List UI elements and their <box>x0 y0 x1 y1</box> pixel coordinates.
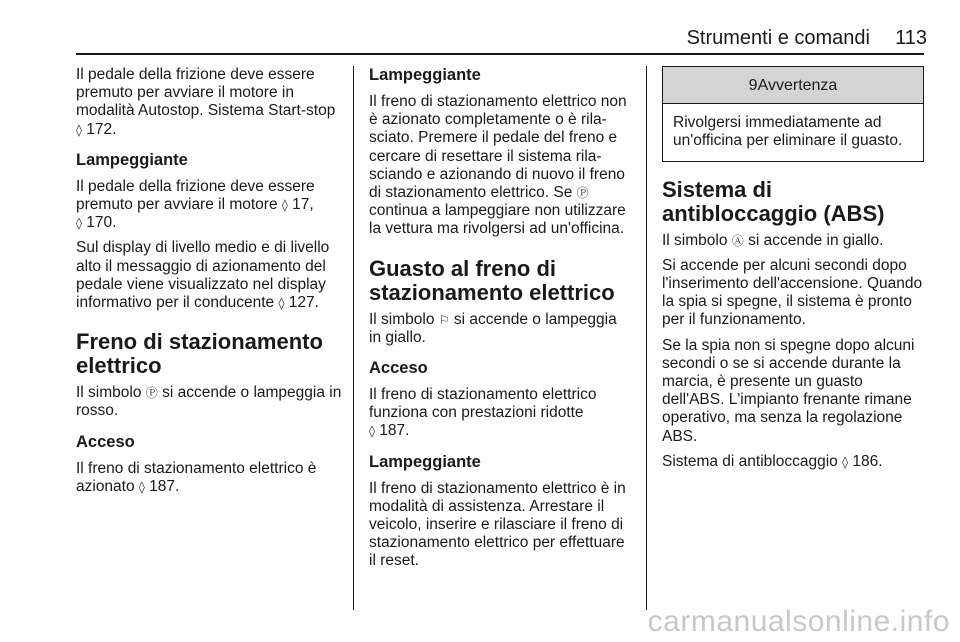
paragraph: Il freno di stazionamento elettrico non è azionato completamente o è rila-sciato. Premere il pedale del freno e cercare di resettare il sistema rila-sciando e azionando di nuovo il freno di stazionamento elettrico. Se Ⓟ continua a lampeggiare non utilizzare la vettura ma rivolgersi ad un'officina. <box>369 93 627 238</box>
parking-brake-icon: Ⓟ <box>576 186 589 201</box>
header-rule <box>76 53 924 55</box>
section-heading: Acceso <box>369 359 428 378</box>
paragraph: Sul display di livello medio e di livello alto il messaggio di azionamento del pedale viene visualizzato nel display informativo per il conducente ◊ 127. <box>76 239 330 312</box>
section-heading: Lampeggiante <box>76 150 188 169</box>
paragraph: Il simbolo ⚐ si accende o lampeggia in giallo. <box>369 310 617 346</box>
warning-symbol-icon: 9 <box>748 77 758 94</box>
paragraph: Se la spia non si spegne dopo alcuni secondi o se si accende durante la marcia, è presente un guasto dell'ABS. L'impianto frenante rimane operativo, ma senza la regolazione ABS. <box>662 336 915 445</box>
page-reference-icon: ◊ <box>281 198 288 213</box>
section-heading: Lampeggiante <box>369 66 481 84</box>
abs-icon: Ⓐ <box>731 233 744 248</box>
paragraph: Il freno di stazionamento elettrico è azionato ◊ 187. <box>76 459 317 495</box>
page-reference-icon: ◊ <box>842 454 849 469</box>
page-header-title: Strumenti e comandi <box>686 27 870 49</box>
column-divider <box>646 66 647 610</box>
watermark: carmanualsonline.info <box>647 605 950 638</box>
section-title: Freno di stazionamento elettrico <box>76 329 323 379</box>
column-divider <box>353 66 354 610</box>
page-reference-icon: ◊ <box>76 122 82 137</box>
warning-title: Avvertenza <box>757 77 838 94</box>
paragraph: Si accende per alcuni secondi dopo l'inserimento dell'accensione. Quando la spia si spegne, il sistema è pronto per il funzionamento. <box>662 256 923 329</box>
section-heading: Lampeggiante <box>369 452 481 471</box>
warning-header <box>663 67 923 104</box>
paragraph: Sistema di antibloccaggio ◊ 186. <box>662 452 883 470</box>
page-number: 113 <box>895 27 927 49</box>
warning-box <box>662 66 924 162</box>
column-middle <box>369 66 633 578</box>
section-title: Sistema di antibloccaggio (ABS) <box>662 176 885 226</box>
page-reference-icon: ◊ <box>76 216 82 231</box>
paragraph: Il pedale della frizione deve essere premuto per avviare il motore ◊ 17, ◊ 170. <box>76 177 315 232</box>
paragraph: Il freno di stazionamento elettrico funziona con prestazioni ridotte ◊ 187. <box>369 386 597 440</box>
paragraph: Il pedale della frizione deve essere premuto per avviare il motore in modalità Autostop. Sistema Start-stop ◊ 172. <box>76 66 336 138</box>
column-left <box>76 66 344 503</box>
page-reference-icon: ◊ <box>278 296 285 311</box>
paragraph: Il freno di stazionamento elettrico è in modalità di assistenza. Arrestare il veicolo, inserire e rilasciare il freno di stazionamento elettrico per effettuare il reset. <box>369 479 626 570</box>
section-heading: Acceso <box>76 432 135 451</box>
column-right <box>662 66 924 478</box>
paragraph: Il simbolo Ⓟ si accende o lampeggia in rosso. <box>76 384 342 420</box>
page-reference-icon: ◊ <box>369 424 375 439</box>
brake-fault-icon: ⚐ <box>438 312 450 327</box>
section-title: Guasto al freno di stazionamento elettrico <box>369 255 615 305</box>
paragraph: Il simbolo Ⓐ si accende in giallo. <box>662 231 884 249</box>
page-reference-icon: ◊ <box>138 479 145 494</box>
parking-brake-icon: Ⓟ <box>145 386 158 401</box>
warning-text: Rivolgersi immediatamente ad un'officina per eliminare il guasto. <box>673 114 903 150</box>
